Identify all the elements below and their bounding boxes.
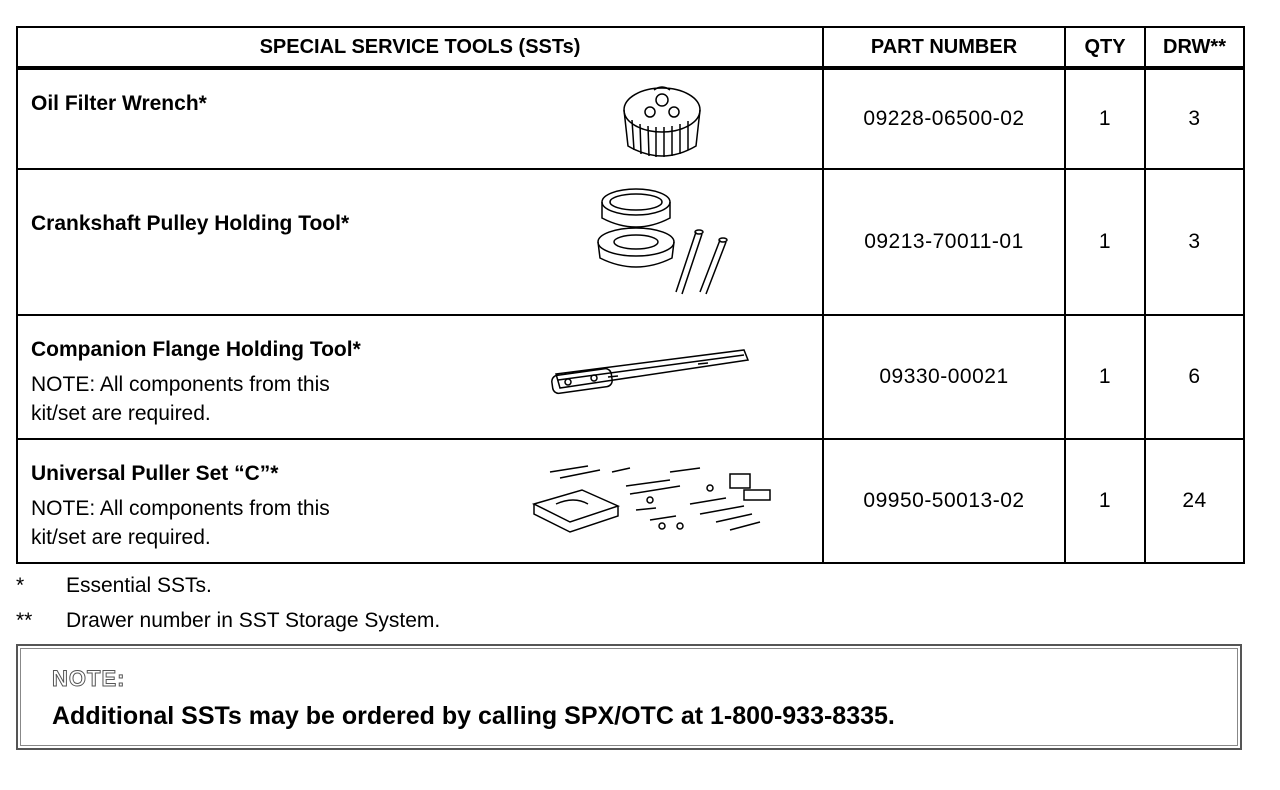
header-qty: QTY [1065,27,1145,68]
footnote-text: Drawer number in SST Storage System. [66,609,441,632]
universal-puller-set-illustration [530,460,776,546]
footnote-text: Essential SSTs. [66,574,212,597]
table-row [17,169,1244,315]
tool-name: Universal Puller Set “C”* [31,462,279,485]
drawer-number: 6 [1145,315,1244,439]
header-part-number: PART NUMBER [823,27,1065,68]
qty: 1 [1065,68,1145,169]
oil-filter-wrench-illustration [614,80,708,162]
tool-name: Oil Filter Wrench* [31,92,207,115]
header-tools: SPECIAL SERVICE TOOLS (SSTs) [17,27,823,68]
note-box [16,644,1242,750]
footnote-mark: * [16,574,25,597]
table-row [17,439,1244,563]
tool-name: Crankshaft Pulley Holding Tool* [31,212,350,235]
tool-name: Companion Flange Holding Tool* [31,338,361,361]
footnote-essential [16,574,212,598]
part-number: 09330-00021 [823,315,1065,439]
drawer-number: 3 [1145,169,1244,315]
tool-cell [17,315,823,439]
part-number: 09950-50013-02 [823,439,1065,563]
table-row [17,315,1244,439]
tool-cell [17,169,823,315]
footnote-mark: ** [16,609,33,632]
table-header-row [17,27,1244,68]
tool-cell [17,439,823,563]
drawer-number: 3 [1145,68,1244,169]
header-drw: DRW** [1145,27,1244,68]
drawer-number: 24 [1145,439,1244,563]
tool-note-line: kit/set are required. [31,402,211,425]
footnote-drawer [16,609,440,633]
qty: 1 [1065,439,1145,563]
table-row [17,68,1244,169]
qty: 1 [1065,169,1145,315]
part-number: 09228-06500-02 [823,68,1065,169]
tool-note-line: NOTE: All components from this [31,373,330,396]
companion-flange-holding-tool-illustration [548,344,754,406]
tool-cell [17,68,823,169]
tool-note-line: NOTE: All components from this [31,497,330,520]
part-number: 09213-70011-01 [823,169,1065,315]
crankshaft-pulley-holding-tool-illustration [584,180,734,302]
tool-note-line: kit/set are required. [31,526,211,549]
qty: 1 [1065,315,1145,439]
note-label: NOTE: [52,666,126,691]
sst-table [16,26,1245,564]
note-text: Additional SSTs may be ordered by calling SPX/OTC at 1-800-933-8335. [52,702,895,730]
